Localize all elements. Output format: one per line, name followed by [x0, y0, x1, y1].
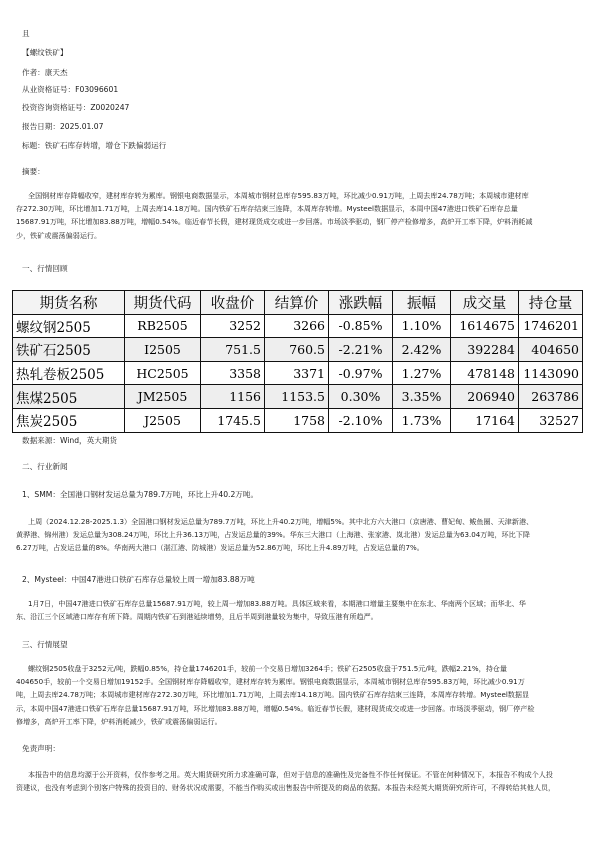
- col-header-code: 期货代码: [125, 291, 201, 315]
- cell-change: -2.21%: [329, 338, 393, 362]
- cell-settle: 3371: [265, 361, 329, 385]
- section2-heading: 二、行业新闻: [22, 462, 68, 471]
- outlook-line: 示，本周中国47港进口铁矿石库存总量15687.91万吨，环比增加83.88万吨，增幅0.54%。临近春节长假，建材现货成交或进一步回落。市场淡季驱动，钢厂停产检: [16, 703, 535, 713]
- cell-settle: 1758: [265, 408, 329, 432]
- cell-amplitude: 1.27%: [393, 361, 451, 385]
- cell-open-interest: 404650: [519, 338, 583, 362]
- outlook-paragraph: [16, 662, 580, 728]
- outlook-line: 吨，上周去库24.78万吨；本周城市建材库存272.30万吨，环比增加1.71万吨，上周去库14.18万吨。国内铁矿石库存结束三连降，本周库存转增。Mysteel数据显: [16, 690, 530, 700]
- news1-line: 6.27万吨，占发运总量的8%。华南两大港口（湛江港、防城港）发运总量为52.86万吨，环比上升4.89万吨，占发运总量的7%。: [16, 543, 424, 553]
- news2-title: 2、Mysteel：中国47港进口铁矿石库存总量较上周一增加83.88万吨: [22, 575, 255, 584]
- cell-change: 0.30%: [329, 385, 393, 409]
- cell-name: 铁矿石2505: [13, 338, 125, 362]
- cell-open-interest: 1143090: [519, 361, 583, 385]
- disclaimer-heading: 免责声明：: [22, 744, 60, 753]
- abstract-paragraph: [16, 189, 580, 242]
- disclaimer-line: 本报告中的信息均源于公开资料，仅作参考之用。英大期货研究所力求准确可靠，但对于信息的准确性及完备性不作任何保证。不管在何种情况下，本报告不构成个人投: [28, 770, 553, 779]
- news1-line: 黄骅港、锦州港）发运总量为308.24万吨，环比上升36.13万吨，占发运总量的39%。华东三大港口（上海港、张家港、岚北港）发运总量为63.04万吨，环比下降: [16, 530, 530, 540]
- cell-amplitude: 1.10%: [393, 314, 451, 338]
- cell-name: 焦炭2505: [13, 408, 125, 432]
- news1-line: 上周（2024.12.28-2025.1.3）全国港口钢材发运总量为789.7万吨，环比上升40.2万吨，增幅5%。其中北方六大港口（京唐港、曹妃甸、鲅鱼圈、天津新港、: [28, 517, 534, 526]
- top-character: 且: [22, 29, 30, 38]
- col-header-name: 期货名称: [13, 291, 125, 315]
- cell-close: 751.5: [201, 338, 265, 362]
- cell-volume: 478148: [451, 361, 519, 385]
- table-row: [13, 385, 583, 409]
- author-line: 作者：康天杰: [22, 68, 68, 77]
- cell-amplitude: 2.42%: [393, 338, 451, 362]
- section-tag: 【螺纹铁矿】: [22, 48, 68, 57]
- cell-code: HC2505: [125, 361, 201, 385]
- report-title: 标题：铁矿石库存转增，增仓下跌偏弱运行: [22, 141, 167, 150]
- cell-close: 1156: [201, 385, 265, 409]
- cell-amplitude: 3.35%: [393, 385, 451, 409]
- news2-paragraph: [16, 597, 580, 623]
- cell-code: RB2505: [125, 314, 201, 338]
- col-header-close: 收盘价: [201, 291, 265, 315]
- abstract-line: 少，铁矿或震荡偏弱运行。: [16, 230, 102, 240]
- advisory-number: 投资咨询资格证号：Z0020247: [22, 103, 130, 112]
- cell-close: 1745.5: [201, 408, 265, 432]
- cell-volume: 392284: [451, 338, 519, 362]
- cell-name: 焦煤2505: [13, 385, 125, 409]
- data-source: 数据来源：Wind，英大期货: [22, 436, 118, 445]
- cell-amplitude: 1.73%: [393, 408, 451, 432]
- cell-code: I2505: [125, 338, 201, 362]
- cell-volume: 17164: [451, 408, 519, 432]
- table-row: [13, 408, 583, 432]
- cell-settle: 3266: [265, 314, 329, 338]
- disclaimer-line: 资建议，也没有考虑到个别客户特殊的投资目的、财务状况或需要，不能当作购买或出售报告中所提及的商品的依据。本报告未经英大期货研究所许可，不得转给其他人员，: [16, 783, 556, 793]
- cell-volume: 206940: [451, 385, 519, 409]
- table-header-row: [13, 291, 583, 315]
- cell-open-interest: 32527: [519, 408, 583, 432]
- cell-change: -0.97%: [329, 361, 393, 385]
- col-header-settle: 结算价: [265, 291, 329, 315]
- disclaimer-paragraph: [16, 768, 580, 794]
- cell-code: J2505: [125, 408, 201, 432]
- cell-code: JM2505: [125, 385, 201, 409]
- table-row: [13, 338, 583, 362]
- cell-close: 3358: [201, 361, 265, 385]
- cell-open-interest: 263786: [519, 385, 583, 409]
- cell-change: -0.85%: [329, 314, 393, 338]
- cell-name: 螺纹钢2505: [13, 314, 125, 338]
- section1-heading: 一、行情回顾: [22, 264, 68, 273]
- cell-settle: 760.5: [265, 338, 329, 362]
- cell-name: 热轧卷板2505: [13, 361, 125, 385]
- news2-line: 1月7日，中国47港进口铁矿石库存总量15687.91万吨，较上周一增加83.88万吨。具体区域来看，本期港口增量主要集中在东北、华南两个区域；而华北、华: [28, 599, 526, 608]
- cell-close: 3252: [201, 314, 265, 338]
- news2-line: 东、沿江三个区域港口库存有所下降。周期内铁矿石到港延续增势，且后半周到港量较为集中，导致压港有所趋严。: [16, 612, 378, 622]
- col-header-open-interest: 持仓量: [519, 291, 583, 315]
- abstract-line: 15687.91万吨，环比增加83.88万吨，增幅0.54%。临近春节长假，建材现货成交或进一步回落。市场淡季驱动，钢厂停产检修增多，高炉开工率下降，炉料消耗减: [16, 217, 533, 227]
- cell-change: -2.10%: [329, 408, 393, 432]
- news1-paragraph: [16, 515, 580, 555]
- table-row: [13, 314, 583, 338]
- abstract-line: 全国钢材库存降幅收窄，建材库存转为累库。钢银电商数据显示，本周城市钢材总库存595.83万吨，环比减少0.91万吨，上周去库24.78万吨；本周城市建材库: [28, 191, 529, 200]
- news1-title: 1、SMM：全国港口钢材发运总量为789.7万吨，环比上升40.2万吨。: [22, 490, 259, 499]
- futures-quote-table: [12, 290, 583, 433]
- col-header-amplitude: 振幅: [393, 291, 451, 315]
- outlook-line: 螺纹钢2505收盘于3252元/吨，跌幅0.85%，持仓量1746201手，较前一个交易日增加3264手；铁矿石2505收盘于751.5元/吨，跌幅2.21%，持仓量: [28, 664, 507, 673]
- abstract-line: 存272.30万吨，环比增加1.71万吨，上周去库14.18万吨。国内铁矿石库存结束三连降，本周库存转增。Mysteel数据显示，本周中国47港进口铁矿石库存总量: [16, 204, 518, 214]
- outlook-line: 404650手，较前一个交易日增加19152手。全国钢材库存降幅收窄，建材库存转为累库。钢银电商数据显示，本周城市钢材总库存595.83万吨，环比减少0.91万: [16, 677, 525, 687]
- col-header-change: 涨跌幅: [329, 291, 393, 315]
- report-date: 报告日期：2025.01.07: [22, 122, 104, 131]
- license-number: 从业资格证号：F03096601: [22, 85, 119, 94]
- cell-volume: 1614675: [451, 314, 519, 338]
- outlook-line: 修增多，高炉开工率下降，炉料消耗减少，铁矿或震荡偏弱运行。: [16, 716, 222, 726]
- cell-open-interest: 1746201: [519, 314, 583, 338]
- abstract-label: 摘要：: [22, 167, 45, 176]
- cell-settle: 1153.5: [265, 385, 329, 409]
- section3-heading: 三、行情展望: [22, 640, 68, 649]
- col-header-volume: 成交量: [451, 291, 519, 315]
- table-row: [13, 361, 583, 385]
